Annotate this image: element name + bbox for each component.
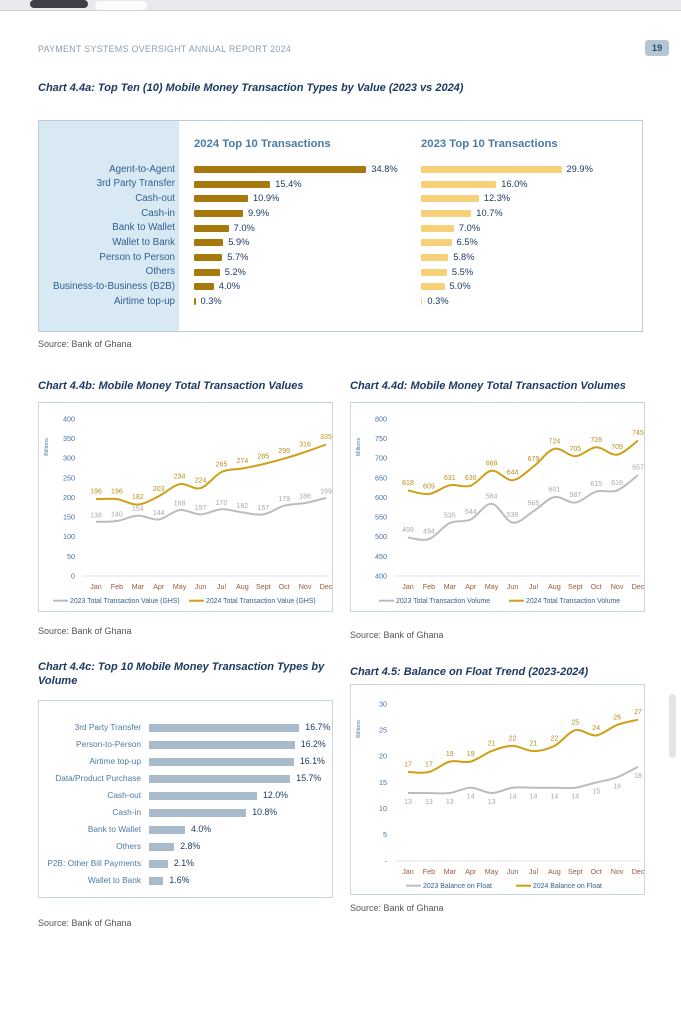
value-label: 5.9% <box>228 237 250 248</box>
chart-44b-title: Chart 4.4b: Mobile Money Total Transaction Values <box>38 380 304 392</box>
data-label: 157 <box>194 504 207 512</box>
bar-2024 <box>194 181 270 188</box>
chart-44d-title: Chart 4.4d: Mobile Money Total Transaction Volumes <box>350 380 626 392</box>
data-label: 196 <box>111 488 123 496</box>
source-note: Source: Bank of Ghana <box>350 630 444 640</box>
value-label: 12.3% <box>483 193 511 204</box>
bar-2023 <box>421 239 452 246</box>
data-label: 657 <box>632 464 644 472</box>
y-tick-label: 750 <box>375 434 387 443</box>
table-row <box>39 872 332 889</box>
data-label: 138 <box>90 512 102 520</box>
data-label: 18 <box>634 772 642 780</box>
data-label: 14 <box>550 793 559 801</box>
value-label: 5.5% <box>451 266 474 277</box>
series-line <box>408 441 638 495</box>
data-label: 587 <box>569 492 582 500</box>
bar-volume <box>149 792 257 800</box>
table-row <box>39 838 332 855</box>
y-tick-label: - <box>384 856 387 866</box>
y-tick-label: 800 <box>375 414 387 424</box>
value-label: 7.0% <box>233 222 255 233</box>
series-line <box>408 720 638 773</box>
category-label: Business-to-Business (B2B) <box>53 280 175 292</box>
chart-45-plot <box>350 684 645 895</box>
y-tick-label: 200 <box>63 492 75 502</box>
chart-44d-plot <box>350 402 645 612</box>
bar-2024 <box>194 283 214 290</box>
bar-volume <box>149 758 294 766</box>
table-row <box>39 279 642 294</box>
series-line <box>96 445 326 505</box>
data-label: 17 <box>404 761 412 769</box>
x-tick-label: Dec <box>631 582 645 591</box>
value-label: 2.8% <box>180 841 201 852</box>
data-label: 14 <box>508 793 517 801</box>
value-label: 12.0% <box>263 790 288 801</box>
data-label: 17 <box>425 761 433 769</box>
data-label: 13 <box>445 799 454 806</box>
chart-44c-box <box>38 700 333 898</box>
bar-2023 <box>421 254 448 261</box>
y-tick-label: 15 <box>379 777 387 787</box>
bar-2024 <box>194 254 222 261</box>
value-label: 1.6% <box>169 875 190 886</box>
data-label: 154 <box>131 506 144 514</box>
x-tick-label: Mar <box>443 582 456 591</box>
x-tick-label: Feb <box>422 867 436 876</box>
data-label: 179 <box>278 496 291 504</box>
value-label: 5.8% <box>453 251 475 262</box>
value-label: 10.7% <box>476 207 503 218</box>
data-label: 274 <box>236 458 249 465</box>
x-tick-label: Mar <box>443 867 456 876</box>
data-label: 498 <box>402 527 414 534</box>
source-note: Source: Bank of Ghana <box>38 626 132 636</box>
y-tick-label: 50 <box>67 551 75 561</box>
category-label: Airtime top-up <box>89 756 141 767</box>
data-label: 285 <box>257 453 270 461</box>
line-chart-svg <box>351 403 646 613</box>
bar-2024 <box>194 195 248 202</box>
data-label: 265 <box>215 461 228 469</box>
browser-chrome-strip <box>0 0 681 11</box>
value-label: 0.3% <box>200 295 222 306</box>
x-tick-label: Jun <box>506 867 519 876</box>
bar-volume <box>149 843 174 851</box>
bar-2023 <box>421 283 445 290</box>
x-tick-label: Jun <box>506 582 519 591</box>
bar-2023 <box>421 181 496 188</box>
x-tick-label: Jul <box>528 867 539 876</box>
bar-2024 <box>194 269 220 276</box>
data-label: 21 <box>529 740 538 748</box>
category-label: Cash-in <box>141 207 175 219</box>
data-label: 709 <box>611 444 623 452</box>
data-label: 728 <box>590 436 603 444</box>
category-label: Person-to-Person <box>75 739 141 750</box>
chart-44a-title: Chart 4.4a: Top Ten (10) Mobile Money Transaction Types by Value (2023 vs 2024) <box>38 82 464 94</box>
y-tick-label: 0 <box>71 571 75 581</box>
x-tick-label: Apr <box>465 867 477 876</box>
data-label: 14 <box>466 793 475 801</box>
source-note: Source: Bank of Ghana <box>38 339 132 349</box>
x-tick-label: Feb <box>422 582 436 591</box>
bar-volume <box>149 741 295 749</box>
bar-volume <box>149 809 246 817</box>
x-tick-label: Oct <box>278 582 290 591</box>
value-label: 0.3% <box>427 295 449 306</box>
table-row <box>39 191 642 206</box>
data-label: 14 <box>529 793 538 801</box>
legend-label: 2023 Total Transaction Volume <box>396 598 491 605</box>
data-label: 15 <box>592 788 601 796</box>
bar-2023 <box>421 195 479 202</box>
x-tick-label: Aug <box>548 582 561 591</box>
x-tick-label: Mar <box>131 582 144 591</box>
bar-volume <box>149 860 168 868</box>
data-label: 13 <box>404 799 412 806</box>
data-label: 615 <box>590 481 603 489</box>
x-tick-label: May <box>484 867 499 876</box>
table-row <box>39 250 642 265</box>
y-axis-title: Millions <box>356 437 362 457</box>
category-label: Cash-out <box>135 192 175 204</box>
x-tick-label: Jan <box>402 582 414 591</box>
column-header-2023: 2023 Top 10 Transactions <box>421 138 558 150</box>
x-tick-label: Jun <box>194 582 207 591</box>
category-label: Others <box>145 266 175 278</box>
y-tick-label: 650 <box>375 473 387 483</box>
table-row <box>39 855 332 872</box>
value-label: 4.0% <box>191 824 212 835</box>
x-tick-label: Dec <box>631 867 645 876</box>
report-header-title: PAYMENT SYSTEMS OVERSIGHT ANNUAL REPORT 2024 <box>38 44 292 54</box>
line-chart-svg <box>351 685 646 896</box>
data-label: 705 <box>569 445 582 453</box>
data-label: 182 <box>131 494 144 502</box>
data-label: 565 <box>527 500 540 508</box>
category-label: Cash-in <box>112 807 141 818</box>
legend-label: 2024 Total Transaction Value (GHS) <box>206 598 316 605</box>
x-tick-label: May <box>484 582 499 591</box>
x-tick-label: May <box>172 582 187 591</box>
value-label: 10.9% <box>253 193 280 204</box>
bar-2023 <box>421 269 447 276</box>
x-tick-label: Sept <box>255 582 271 591</box>
category-label: Wallet to Bank <box>112 236 175 248</box>
data-label: 745 <box>632 430 644 438</box>
y-tick-label: 250 <box>63 473 75 483</box>
legend-label: 2023 Total Transaction Value (GHS) <box>70 598 180 605</box>
value-label: 9.9% <box>248 207 270 218</box>
category-label: Bank to Wallet <box>112 222 175 234</box>
value-label: 6.5% <box>456 237 478 248</box>
data-label: 186 <box>299 493 311 501</box>
value-label: 4.0% <box>218 281 240 292</box>
table-row <box>39 804 332 821</box>
data-label: 13 <box>487 799 496 806</box>
bar-2023 <box>421 225 454 232</box>
x-tick-label: Aug <box>236 582 249 591</box>
x-tick-label: Oct <box>590 582 602 591</box>
category-label: Airtime top-up <box>114 295 175 307</box>
data-label: 494 <box>423 528 435 536</box>
value-label: 5.2% <box>224 266 246 277</box>
x-tick-label: Nov <box>610 582 624 591</box>
y-tick-label: 300 <box>63 453 75 463</box>
data-label: 162 <box>236 502 249 510</box>
x-tick-label: Sept <box>567 582 583 591</box>
bar-2024 <box>194 298 196 305</box>
y-tick-label: 350 <box>63 434 75 443</box>
x-tick-label: Oct <box>590 867 602 876</box>
data-label: 668 <box>485 460 498 468</box>
value-label: 5.0% <box>449 281 471 292</box>
data-label: 299 <box>278 448 291 456</box>
data-label: 19 <box>466 751 475 759</box>
category-label: Person to Person <box>99 251 175 263</box>
chart-44a-box <box>38 120 643 332</box>
y-axis-title: Billions <box>44 438 50 456</box>
dark-pill-decoration <box>30 0 88 8</box>
value-label: 16.2% <box>300 739 326 750</box>
chart-45-title: Chart 4.5: Balance on Float Trend (2023-2024) <box>350 666 589 678</box>
data-label: 544 <box>464 509 477 516</box>
data-label: 25 <box>571 719 580 727</box>
bar-volume <box>149 877 163 885</box>
value-label: 2.1% <box>173 858 194 869</box>
value-label: 16.0% <box>501 178 528 189</box>
category-label: Data/Product Purchase <box>55 773 141 784</box>
category-label: 3rd Party Transfer <box>96 178 175 190</box>
table-row <box>39 719 332 736</box>
category-label: Bank to Wallet <box>87 824 141 835</box>
bar-volume <box>149 724 299 732</box>
table-row <box>39 770 332 787</box>
y-tick-label: 400 <box>63 414 75 424</box>
data-label: 618 <box>402 479 414 487</box>
chart-44c-title: Chart 4.4c: Top 10 Mobile Money Transaction Types by Volume <box>38 661 325 687</box>
data-label: 536 <box>506 512 519 520</box>
legend-label: 2023 Balance on Float <box>423 883 492 890</box>
data-label: 203 <box>152 485 165 493</box>
source-note: Source: Bank of Ghana <box>38 918 132 928</box>
x-tick-label: Apr <box>465 582 477 591</box>
y-tick-label: 400 <box>375 571 387 581</box>
category-label: Agent-to-Agent <box>109 163 175 175</box>
data-label: 168 <box>173 500 186 508</box>
data-label: 630 <box>464 475 477 483</box>
data-label: 601 <box>548 486 561 494</box>
data-label: 21 <box>487 740 496 748</box>
table-row <box>39 821 332 838</box>
table-row <box>39 736 332 753</box>
y-tick-label: 25 <box>379 725 387 735</box>
y-tick-label: 600 <box>375 492 387 502</box>
bar-volume <box>149 775 290 783</box>
x-tick-label: Dec <box>319 582 333 591</box>
category-label: 3rd Party Transfer <box>74 722 141 733</box>
data-label: 644 <box>506 469 519 477</box>
bar-volume <box>149 826 185 834</box>
x-tick-label: Nov <box>298 582 312 591</box>
data-label: 140 <box>111 511 123 519</box>
page-number-badge: 19 <box>645 40 669 56</box>
value-label: 29.9% <box>566 163 593 174</box>
y-tick-label: 700 <box>375 453 387 463</box>
data-label: 609 <box>423 483 435 491</box>
data-label: 14 <box>571 793 580 801</box>
data-label: 535 <box>443 512 456 520</box>
value-label: 10.8% <box>252 807 278 818</box>
chart-44b-plot <box>38 402 333 612</box>
data-label: 22 <box>550 735 559 743</box>
category-label: P2B: Other Bill Payments <box>47 858 141 869</box>
bar-2024 <box>194 210 243 217</box>
bar-2024 <box>194 239 223 246</box>
x-tick-label: Aug <box>548 867 561 876</box>
data-label: 26 <box>613 714 621 722</box>
bar-2023 <box>421 298 422 305</box>
table-row <box>39 294 642 309</box>
series-line <box>96 498 326 522</box>
x-tick-label: Jan <box>402 867 414 876</box>
series-line <box>408 475 638 540</box>
browser-tab[interactable] <box>95 1 147 10</box>
value-label: 7.0% <box>458 222 481 233</box>
data-label: 24 <box>592 724 601 732</box>
x-tick-label: Apr <box>153 582 165 591</box>
value-label: 15.7% <box>296 773 322 784</box>
y-tick-label: 100 <box>63 532 75 542</box>
category-label: Cash-out <box>107 790 141 801</box>
data-label: 22 <box>508 735 517 743</box>
column-header-2024: 2024 Top 10 Transactions <box>194 138 331 150</box>
table-row <box>39 787 332 804</box>
y-tick-label: 20 <box>379 751 387 761</box>
series-line <box>408 767 638 794</box>
bar-2023 <box>421 210 471 217</box>
data-label: 170 <box>215 499 228 507</box>
y-tick-label: 550 <box>375 512 387 522</box>
y-axis-title: Billions <box>356 720 362 738</box>
data-label: 618 <box>611 479 623 487</box>
scrollbar-thumb[interactable] <box>669 694 676 758</box>
category-label: Others <box>116 841 141 852</box>
data-label: 316 <box>299 441 311 449</box>
y-tick-label: 500 <box>375 532 387 542</box>
y-tick-label: 5 <box>383 830 387 840</box>
y-tick-label: 450 <box>375 551 387 561</box>
value-label: 34.8% <box>371 163 398 174</box>
line-chart-svg <box>39 403 334 613</box>
data-label: 13 <box>425 799 433 806</box>
table-row <box>39 221 642 236</box>
value-label: 16.7% <box>305 722 331 733</box>
table-row <box>39 177 642 192</box>
x-tick-label: Jul <box>528 582 539 591</box>
data-label: 144 <box>152 510 165 517</box>
legend-label: 2024 Total Transaction Volume <box>526 598 621 605</box>
bar-2024 <box>194 225 229 232</box>
bar-2024 <box>194 166 366 173</box>
data-label: 584 <box>485 493 498 501</box>
legend-label: 2024 Balance on Float <box>533 883 602 890</box>
data-label: 679 <box>527 456 540 463</box>
data-label: 224 <box>194 477 207 485</box>
value-label: 5.7% <box>227 251 249 262</box>
value-label: 15.4% <box>275 178 302 189</box>
data-label: 335 <box>320 434 332 441</box>
bar-2023 <box>421 166 562 173</box>
data-label: 724 <box>548 438 561 446</box>
data-label: 196 <box>90 488 102 496</box>
data-label: 16 <box>613 783 621 791</box>
x-tick-label: Nov <box>610 867 624 876</box>
data-label: 19 <box>445 751 454 759</box>
table-row <box>39 753 332 770</box>
x-tick-label: Jan <box>90 582 102 591</box>
y-tick-label: 150 <box>63 512 75 522</box>
data-label: 199 <box>320 488 332 496</box>
y-tick-label: 30 <box>379 699 387 709</box>
data-label: 27 <box>634 709 642 717</box>
x-tick-label: Sept <box>567 867 583 876</box>
x-tick-label: Jul <box>216 582 227 591</box>
data-label: 157 <box>257 504 270 512</box>
table-row <box>39 235 642 250</box>
value-label: 16.1% <box>299 756 325 767</box>
data-label: 631 <box>443 474 456 482</box>
table-row <box>39 162 642 177</box>
category-label: Wallet to Bank <box>87 875 141 886</box>
data-label: 234 <box>173 473 186 481</box>
x-tick-label: Feb <box>110 582 124 591</box>
y-tick-label: 10 <box>379 804 387 814</box>
source-note: Source: Bank of Ghana <box>350 903 444 913</box>
table-row <box>39 265 642 280</box>
table-row <box>39 206 642 221</box>
